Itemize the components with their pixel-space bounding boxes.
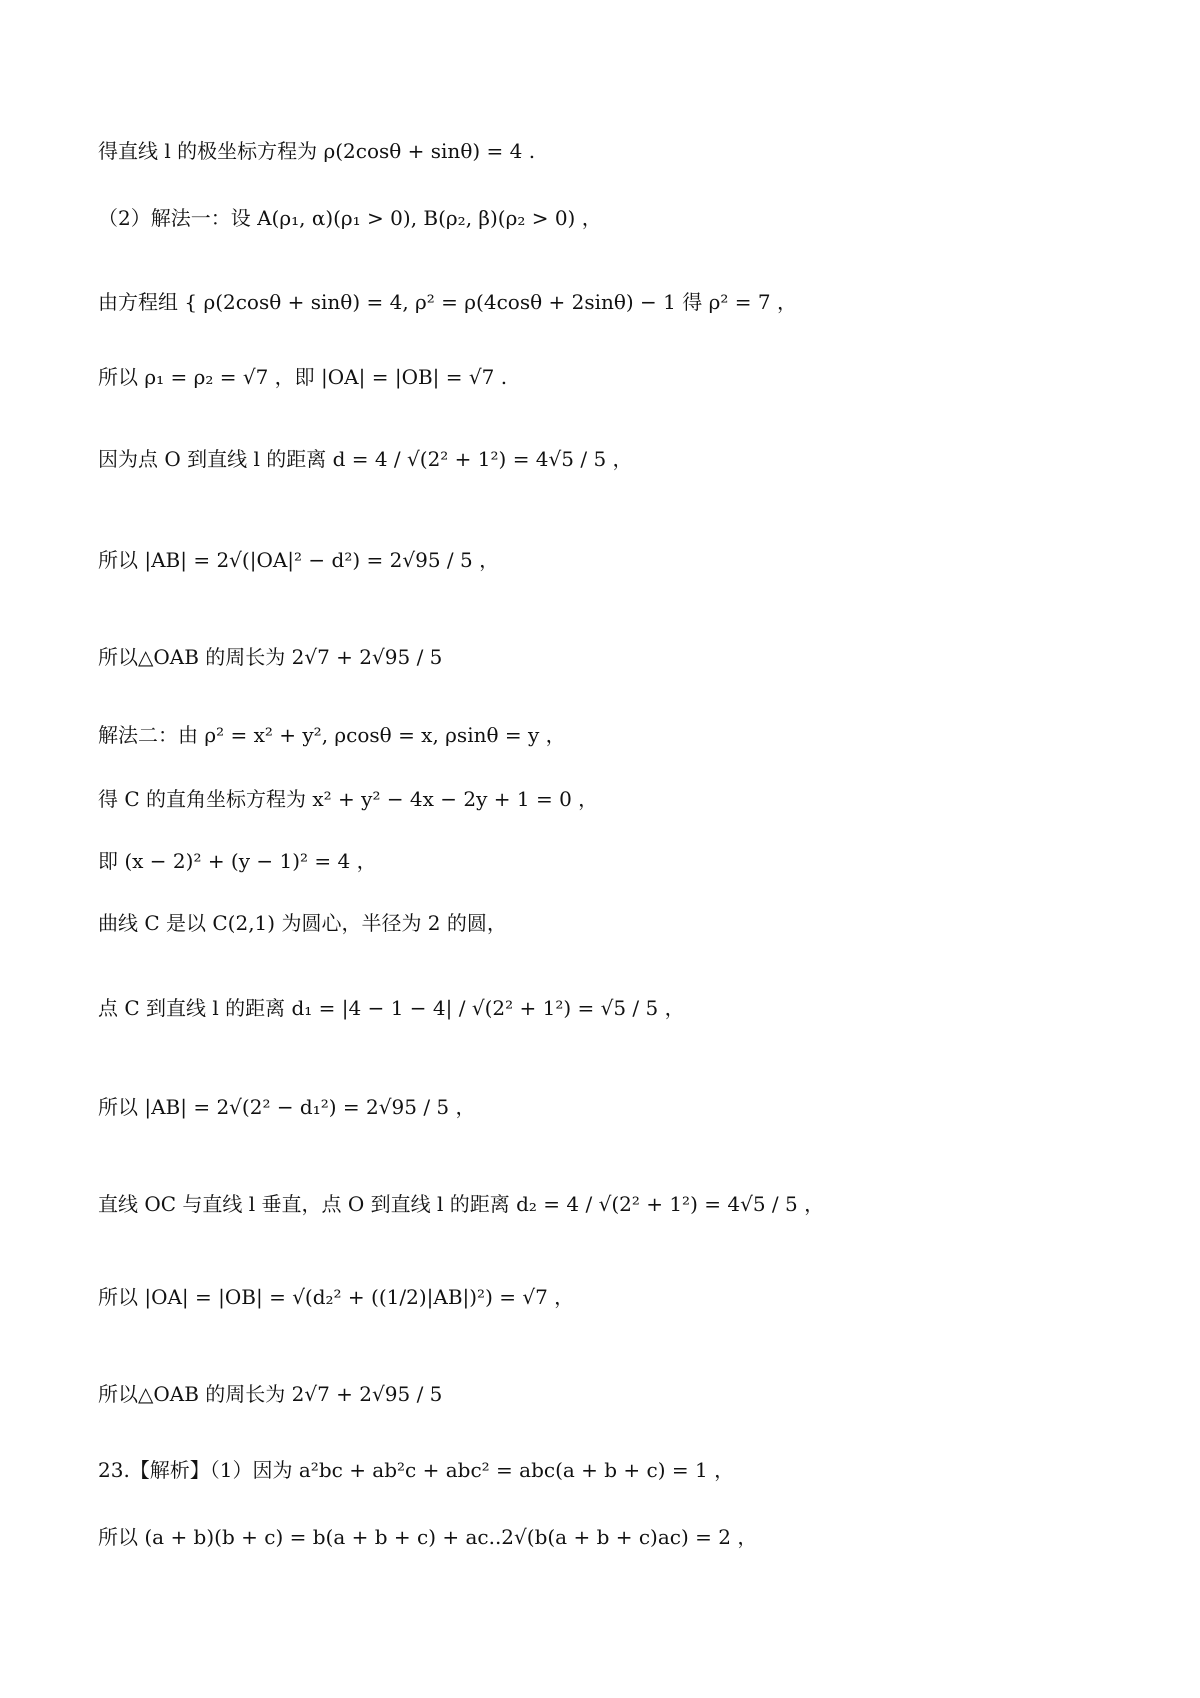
text-line-10: 即 (x − 2)² + (y − 1)² = 4 ， bbox=[98, 849, 377, 873]
text-line-12: 点 C 到直线 l 的距离 d₁ = |4 − 1 − 4| / √(2² + 1²) = √5 / 5 ， bbox=[98, 996, 685, 1020]
text-line-13: 所以 |AB| = 2√(2² − d₁²) = 2√95 / 5 ， bbox=[98, 1095, 476, 1119]
text-line-17: 23.【解析】（1）因为 a²bc + ab²c + abc² = abc(a + b + c) = 1 ， bbox=[98, 1458, 735, 1482]
text-line-4: 所以 ρ₁ = ρ₂ = √7 ，即 |OA| = |OB| = √7 . bbox=[98, 365, 508, 389]
text-line-6: 所以 |AB| = 2√(|OA|² − d²) = 2√95 / 5 ， bbox=[98, 548, 500, 572]
text-line-15: 所以 |OA| = |OB| = √(d₂² + ((1/2)|AB|)²) = √7 ， bbox=[98, 1285, 575, 1309]
text-line-7: 所以△OAB 的周长为 2√7 + 2√95 / 5 bbox=[98, 645, 443, 669]
text-line-8: 解法二：由 ρ² = x² + y², ρcosθ = x, ρsinθ = y ， bbox=[98, 723, 566, 747]
text-line-11: 曲线 C 是以 C(2,1) 为圆心，半径为 2 的圆， bbox=[98, 911, 507, 935]
text-line-2: （2）解法一：设 A(ρ₁, α)(ρ₁ > 0), B(ρ₂, β)(ρ₂ > 0) ， bbox=[98, 206, 602, 230]
text-line-1: 得直线 l 的极坐标方程为 ρ(2cosθ + sinθ) = 4 . bbox=[98, 139, 536, 163]
text-line-16: 所以△OAB 的周长为 2√7 + 2√95 / 5 bbox=[98, 1382, 443, 1406]
text-line-9: 得 C 的直角坐标方程为 x² + y² − 4x − 2y + 1 = 0 ， bbox=[98, 787, 599, 811]
text-line-5: 因为点 O 到直线 l 的距离 d = 4 / √(2² + 1²) = 4√5 / 5 ， bbox=[98, 447, 633, 471]
text-line-18: 所以 (a + b)(b + c) = b(a + b + c) + ac..2√(b(a + b + c)ac) = 2 ， bbox=[98, 1525, 758, 1549]
text-line-3: 由方程组 { ρ(2cosθ + sinθ) = 4, ρ² = ρ(4cosθ + 2sinθ) − 1 得 ρ² = 7 ， bbox=[98, 290, 797, 314]
text-line-14: 直线 OC 与直线 l 垂直，点 O 到直线 l 的距离 d₂ = 4 / √(2² + 1²) = 4√5 / 5 ， bbox=[98, 1192, 825, 1216]
